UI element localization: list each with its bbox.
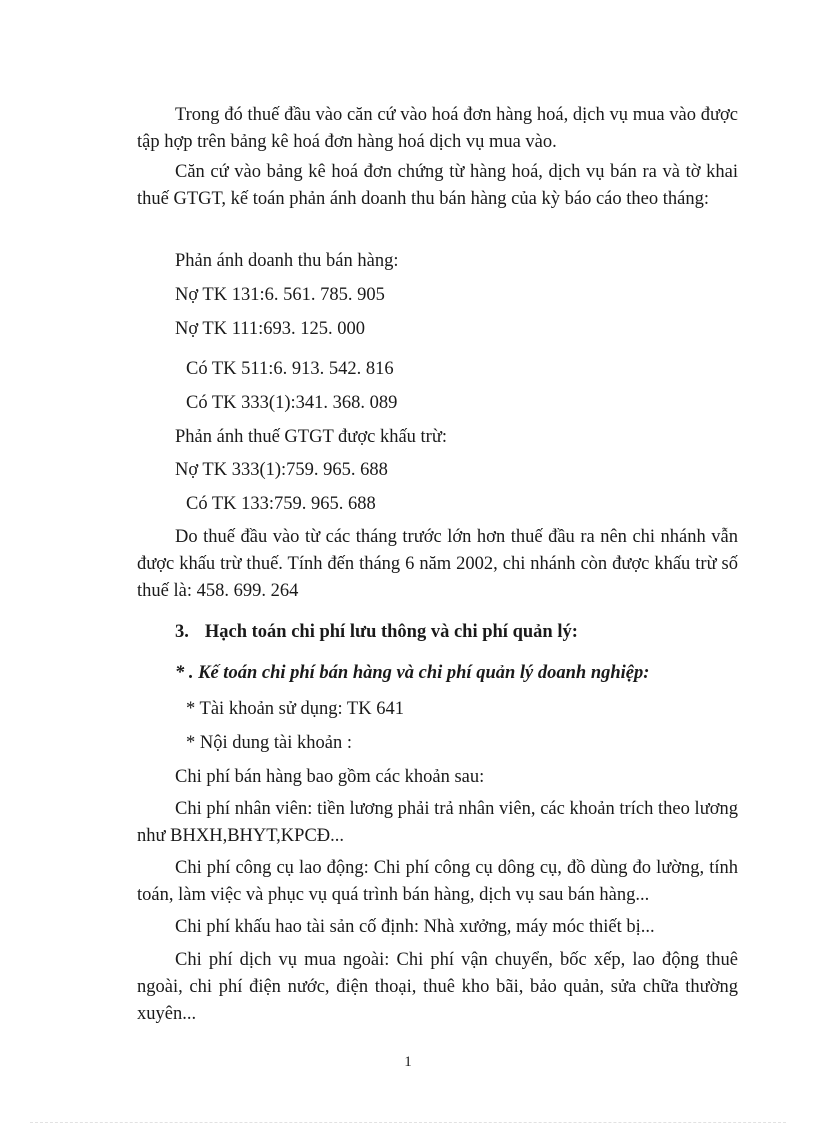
- line-account-content: * Nội dung tài khoản :: [186, 733, 352, 753]
- paragraph-input-tax: Trong đó thuế đầu vào căn cứ vào hoá đơn hàng hoá, dịch vụ mua vào được tập hợp trên bảng kê hoá đơn hàng hoá dịch vụ mua vào.: [137, 105, 738, 152]
- line-selling-expenses: Chi phí bán hàng bao gồm các khoản sau:: [175, 767, 485, 787]
- paragraph-depreciation: Chi phí khấu hao tài sản cố định: Nhà xưởng, máy móc thiết bị...: [175, 917, 655, 937]
- paragraph-revenue-basis: Căn cứ vào bảng kê hoá đơn chứng từ hàng hoá, dịch vụ bán ra và tờ khai thuế GTGT, kế toán phản ánh doanh thu bán hàng của kỳ báo cáo theo tháng:: [137, 162, 738, 209]
- entry-credit-3331: Có TK 333(1):341. 368. 089: [186, 393, 398, 413]
- entry-debit-131: Nợ TK 131:6. 561. 785. 905: [175, 285, 385, 305]
- section-number: 3.: [175, 622, 189, 642]
- paragraph-tax-deduction: Do thuế đầu vào từ các tháng trước lớn hơn thuế đầu ra nên chi nhánh vẫn được khấu trừ thuế. Tính đến tháng 6 năm 2002, chi nhánh còn được khấu trừ số thuế là: 458. 699. 264: [137, 527, 738, 601]
- entry-credit-133: Có TK 133:759. 965. 688: [186, 494, 376, 514]
- paragraph-staff-costs: Chi phí nhân viên: tiền lương phải trả nhân viên, các khoản trích theo lương như BHXH,BHYT,KPCĐ...: [137, 799, 738, 846]
- page-number: 1: [404, 1054, 412, 1070]
- entry-debit-111: Nợ TK 111:693. 125. 000: [175, 319, 365, 339]
- entry-debit-3331: Nợ TK 333(1):759. 965. 688: [175, 460, 388, 480]
- paragraph-outsourced-services: Chi phí dịch vụ mua ngoài: Chi phí vận chuyển, bốc xếp, lao động thuê ngoài, chi phí điện nước, điện thoại, thuê kho bãi, bảo quản, sửa chữa thường xuyên...: [137, 950, 738, 1024]
- line-vat-heading: Phản ánh thuế GTGT được khấu trừ:: [175, 427, 447, 447]
- subsection-heading: * . Kế toán chi phí bán hàng và chi phí quản lý doanh nghiệp:: [175, 663, 650, 683]
- section-heading: [175, 619, 578, 646]
- paragraph-tool-costs: Chi phí công cụ lao động: Chi phí công cụ dông cụ, đồ dùng đo lường, tính toán, làm việc và phục vụ quá trình bán hàng, dịch vụ sau bán hàng...: [137, 858, 738, 905]
- line-account-used: * Tài khoản sử dụng: TK 641: [186, 699, 404, 719]
- section-title: Hạch toán chi phí lưu thông và chi phí quản lý:: [204, 622, 578, 642]
- line-revenue-heading: Phản ánh doanh thu bán hàng:: [175, 251, 399, 271]
- entry-credit-511: Có TK 511:6. 913. 542. 816: [186, 359, 394, 379]
